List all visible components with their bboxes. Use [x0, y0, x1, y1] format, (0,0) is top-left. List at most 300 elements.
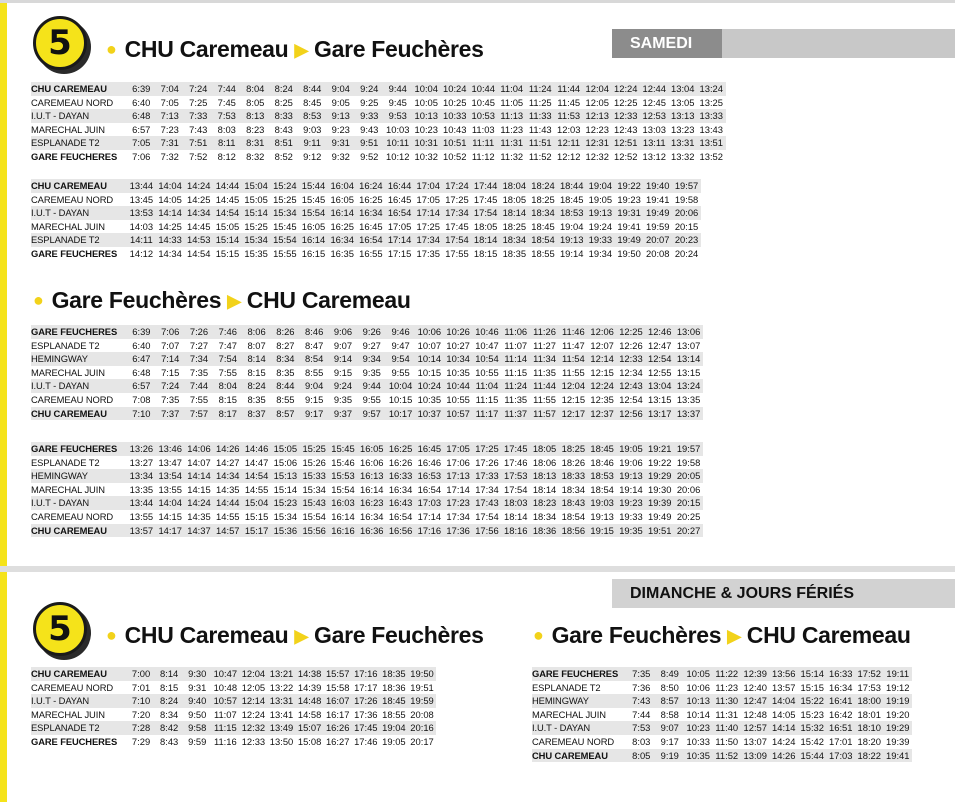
- departure-time: 12:35: [590, 393, 614, 405]
- departure-time: 18:35: [380, 667, 408, 681]
- departure-time: 9:25: [360, 96, 379, 108]
- departure-time: 9:17: [300, 407, 329, 421]
- departure-time: 11:15: [211, 721, 239, 735]
- departure-time: 12:33: [617, 352, 646, 366]
- departure-time: 19:58: [676, 456, 701, 468]
- departure-time: 10:44: [444, 379, 473, 393]
- departure-time: 17:05: [444, 442, 473, 456]
- departure-time: 9:45: [388, 96, 407, 108]
- departure-time: 13:44: [127, 496, 156, 510]
- station-name: CAREMEAU NORD: [31, 193, 114, 205]
- departure-time: 11:34: [530, 352, 559, 366]
- departure-time: 8:07: [247, 339, 266, 351]
- departure-time: 11:51: [526, 136, 555, 150]
- departure-time: 19:20: [886, 708, 910, 720]
- table-row: [31, 721, 436, 735]
- departure-time: 8:11: [213, 136, 242, 150]
- departure-time: 8:34: [271, 352, 300, 366]
- departure-time: 14:45: [215, 193, 240, 205]
- timetable-sat-out-2: [31, 179, 701, 261]
- departure-time: 19:39: [886, 735, 910, 747]
- departure-time: 9:24: [355, 82, 384, 96]
- departure-time: 7:07: [161, 339, 180, 351]
- departure-time: 12:37: [588, 407, 617, 421]
- departure-time: 12:04: [239, 667, 267, 681]
- station-name: ESPLANADE T2: [532, 681, 601, 693]
- departure-time: 13:27: [129, 456, 154, 468]
- departure-time: 17:44: [471, 179, 500, 193]
- station-name: CHU CAREMEAU: [31, 82, 127, 96]
- departure-time: 6:57: [132, 123, 151, 135]
- departure-time: 14:25: [158, 220, 182, 232]
- departure-time: 15:25: [300, 442, 329, 456]
- departure-time: 7:35: [189, 366, 209, 378]
- table-row: [31, 483, 703, 497]
- departure-time: 8:25: [274, 96, 293, 108]
- departure-time: 6:57: [127, 379, 156, 393]
- station-name: HEMINGWAY: [31, 352, 127, 366]
- departure-time: 13:25: [699, 96, 723, 108]
- departure-time: 15:45: [273, 220, 297, 232]
- departure-time: 6:48: [127, 109, 156, 123]
- departure-time: 15:34: [302, 483, 326, 495]
- departure-time: 12:05: [241, 681, 266, 693]
- departure-time: 13:04: [645, 379, 674, 393]
- departure-time: 11:52: [528, 150, 552, 162]
- departure-time: 17:46: [354, 735, 378, 747]
- departure-time: 19:51: [410, 681, 434, 693]
- departure-time: 7:08: [132, 393, 151, 405]
- departure-time: 18:45: [380, 694, 408, 708]
- departure-time: 14:44: [213, 179, 242, 193]
- route-title-outbound: [106, 36, 484, 63]
- departure-time: 11:46: [559, 325, 588, 339]
- departure-time: 9:35: [333, 393, 353, 405]
- departure-time: 19:49: [643, 206, 672, 220]
- departure-time: 16:15: [301, 247, 326, 259]
- departure-time: 8:49: [656, 667, 685, 681]
- departure-time: 8:44: [271, 379, 300, 393]
- departure-time: 10:25: [443, 96, 467, 108]
- departure-time: 16:14: [360, 483, 384, 495]
- table-row: [31, 524, 703, 538]
- departure-time: 9:03: [303, 123, 322, 135]
- table-row: [532, 708, 912, 722]
- departure-time: 8:03: [217, 123, 236, 135]
- departure-time: 12:53: [640, 109, 669, 123]
- departure-time: 12:55: [648, 366, 672, 378]
- line-5-badge-sunday: [33, 602, 87, 656]
- departure-time: 19:05: [588, 193, 613, 205]
- departure-time: 18:06: [532, 456, 557, 468]
- table-row: [31, 379, 703, 393]
- table-row: [31, 82, 726, 96]
- departure-time: 11:45: [557, 96, 581, 108]
- departure-time: 17:54: [475, 510, 499, 522]
- departure-time: 8:52: [274, 150, 293, 162]
- departure-time: 7:29: [131, 735, 151, 747]
- timetable: [31, 325, 703, 420]
- departure-time: 19:19: [884, 694, 913, 708]
- departure-time: 11:24: [526, 82, 555, 96]
- departure-time: 14:34: [158, 247, 182, 259]
- departure-time: 18:00: [855, 694, 884, 708]
- departure-time: 19:59: [408, 694, 436, 708]
- departure-time: 9:58: [183, 721, 211, 735]
- departure-time: 10:47: [211, 667, 239, 681]
- departure-time: 19:29: [645, 469, 674, 483]
- departure-time: 11:35: [533, 366, 556, 378]
- departure-time: 16:56: [386, 524, 415, 538]
- departure-time: 9:52: [360, 150, 379, 162]
- departure-time: 19:41: [884, 749, 913, 763]
- departure-time: 16:26: [324, 721, 352, 735]
- departure-time: 15:34: [270, 206, 299, 220]
- bullet-icon: ●: [33, 290, 44, 310]
- departure-time: 19:13: [617, 469, 646, 483]
- departure-time: 7:04: [156, 82, 185, 96]
- departure-time: 13:07: [743, 735, 767, 747]
- departure-time: 11:14: [501, 352, 530, 366]
- departure-time: 15:14: [213, 233, 242, 247]
- station-name: CAREMEAU NORD: [31, 510, 114, 522]
- departure-time: 12:51: [612, 136, 641, 150]
- departure-time: 19:29: [884, 721, 913, 735]
- departure-time: 11:24: [501, 379, 530, 393]
- station-name: CAREMEAU NORD: [31, 96, 114, 108]
- departure-time: 13:56: [770, 667, 799, 681]
- departure-time: 10:44: [469, 82, 498, 96]
- station-name: ESPLANADE T2: [31, 721, 127, 735]
- station-name: CAREMEAU NORD: [31, 393, 114, 405]
- station-name: I.U.T - DAYAN: [532, 721, 627, 735]
- departure-time: 7:44: [213, 82, 242, 96]
- timetable: [31, 667, 436, 749]
- departure-time: 7:44: [185, 379, 214, 393]
- departure-time: 9:13: [327, 109, 356, 123]
- departure-time: 7:24: [156, 379, 185, 393]
- departure-time: 15:13: [271, 469, 300, 483]
- departure-time: 17:14: [414, 206, 443, 220]
- station-name: CHU CAREMEAU: [532, 749, 627, 763]
- departure-time: 16:25: [330, 220, 354, 232]
- departure-time: 7:52: [189, 150, 208, 162]
- departure-time: 10:48: [213, 681, 238, 693]
- departure-time: 15:32: [798, 721, 827, 735]
- departure-time: 17:03: [827, 749, 856, 763]
- departure-time: 10:37: [415, 407, 444, 421]
- departure-time: 8:04: [213, 379, 242, 393]
- departure-time: 8:15: [160, 681, 179, 693]
- table-row: [31, 496, 703, 510]
- departure-time: 13:45: [129, 193, 154, 205]
- departure-time: 15:45: [329, 442, 358, 456]
- departure-time: 19:22: [615, 179, 644, 193]
- departure-time: 8:24: [242, 379, 271, 393]
- departure-time: 16:46: [417, 456, 442, 468]
- departure-time: 9:59: [188, 735, 207, 747]
- departure-time: 13:55: [158, 483, 182, 495]
- departure-time: 12:17: [559, 407, 588, 421]
- departure-time: 10:17: [386, 407, 415, 421]
- departure-time: 7:35: [627, 667, 656, 681]
- departure-time: 19:49: [648, 510, 672, 522]
- departure-time: 8:43: [274, 123, 293, 135]
- departure-time: 9:51: [355, 136, 384, 150]
- departure-time: 18:10: [855, 721, 884, 735]
- departure-time: 15:22: [798, 694, 827, 708]
- departure-time: 10:43: [443, 123, 467, 135]
- departure-time: 7:01: [131, 681, 151, 693]
- departure-time: 17:26: [475, 456, 499, 468]
- departure-time: 17:43: [473, 496, 502, 510]
- departure-time: 12:45: [642, 96, 666, 108]
- departure-time: 11:07: [504, 339, 528, 351]
- departure-time: 17:55: [445, 247, 469, 259]
- departure-time: 12:07: [590, 339, 614, 351]
- departure-time: 8:15: [218, 393, 237, 405]
- departure-time: 16:42: [829, 708, 853, 720]
- departure-time: 12:12: [557, 150, 581, 162]
- departure-time: 19:41: [646, 193, 670, 205]
- departure-time: 14:54: [213, 206, 242, 220]
- table-row: [31, 442, 703, 456]
- departure-time: 7:46: [213, 325, 242, 339]
- departure-time: 11:13: [498, 109, 527, 123]
- departure-time: 10:11: [384, 136, 413, 150]
- departure-time: 15:35: [244, 247, 268, 259]
- departure-time: 9:57: [357, 407, 386, 421]
- departure-time: 19:51: [645, 524, 674, 538]
- departure-time: 7:35: [161, 393, 180, 405]
- departure-time: 15:58: [325, 681, 350, 693]
- departure-time: 8:14: [242, 352, 271, 366]
- departure-time: 10:13: [412, 109, 441, 123]
- departure-time: 12:57: [741, 721, 770, 735]
- departure-time: 13:26: [127, 442, 156, 456]
- departure-time: 9:15: [333, 366, 353, 378]
- departure-time: 13:52: [699, 150, 723, 162]
- departure-time: 14:15: [158, 510, 182, 522]
- departure-time: 13:05: [671, 96, 695, 108]
- departure-time: 14:46: [242, 442, 271, 456]
- station-name: GARE FEUCHERES: [31, 325, 127, 339]
- departure-time: 6:40: [132, 96, 151, 108]
- station-name: I.U.T - DAYAN: [31, 109, 127, 123]
- departure-time: 14:24: [772, 735, 796, 747]
- departure-time: 15:17: [242, 524, 271, 538]
- departure-time: 8:17: [213, 407, 242, 421]
- departure-time: 20:15: [674, 220, 699, 232]
- departure-time: 7:43: [627, 694, 656, 708]
- departure-time: 19:50: [408, 667, 436, 681]
- departure-time: 12:24: [612, 82, 641, 96]
- departure-time: 9:43: [360, 123, 379, 135]
- departure-time: 11:15: [504, 366, 528, 378]
- table-row: [31, 179, 701, 193]
- departure-time: 20:27: [674, 524, 703, 538]
- table-row: [31, 150, 726, 164]
- departure-time: 11:55: [533, 393, 556, 405]
- table-row: [31, 510, 703, 524]
- station-name: I.U.T - DAYAN: [31, 694, 127, 708]
- departure-time: 14:33: [156, 233, 185, 247]
- departure-time: 7:28: [127, 721, 155, 735]
- departure-time: 8:05: [627, 749, 656, 763]
- departure-time: 9:44: [357, 379, 386, 393]
- departure-time: 10:12: [386, 150, 410, 162]
- departure-time: 14:03: [129, 220, 154, 232]
- departure-time: 18:43: [559, 496, 588, 510]
- departure-time: 7:55: [189, 393, 209, 405]
- departure-time: 7:55: [218, 366, 237, 378]
- departure-time: 17:15: [387, 247, 412, 259]
- departure-time: 7:10: [127, 694, 155, 708]
- timetable: [532, 667, 912, 762]
- departure-time: 10:05: [414, 96, 438, 108]
- departure-time: 12:04: [559, 379, 588, 393]
- departure-time: 10:53: [469, 109, 498, 123]
- departure-time: 15:15: [244, 510, 269, 522]
- table-row: [532, 694, 912, 708]
- departure-time: 17:16: [352, 667, 380, 681]
- route-to: Gare Feuchères: [313, 36, 484, 62]
- departure-time: 14:37: [185, 524, 214, 538]
- departure-time: 15:04: [242, 179, 271, 193]
- departure-time: 7:37: [156, 407, 185, 421]
- departure-time: 16:26: [388, 456, 413, 468]
- departure-time: 6:40: [132, 339, 151, 351]
- departure-time: 16:33: [386, 469, 415, 483]
- departure-time: 11:50: [715, 735, 739, 747]
- departure-time: 12:26: [619, 339, 643, 351]
- table-row: [31, 206, 701, 220]
- departure-time: 9:04: [300, 379, 329, 393]
- departure-time: 11:32: [500, 150, 524, 162]
- departure-time: 20:08: [646, 247, 670, 259]
- departure-time: 8:54: [300, 352, 329, 366]
- departure-time: 18:34: [529, 206, 558, 220]
- departure-time: 13:41: [269, 708, 294, 720]
- departure-time: 13:31: [267, 694, 295, 708]
- departure-time: 15:07: [296, 721, 324, 735]
- departure-time: 9:54: [386, 352, 415, 366]
- departure-time: 16:45: [359, 220, 383, 232]
- departure-time: 14:05: [158, 193, 182, 205]
- departure-time: 15:23: [800, 708, 824, 720]
- departure-time: 10:27: [446, 339, 470, 351]
- departure-time: 7:05: [160, 96, 179, 108]
- departure-time: 14:26: [213, 442, 242, 456]
- departure-time: 12:54: [645, 352, 674, 366]
- station-name: CHU CAREMEAU: [31, 407, 127, 421]
- table-row: [31, 708, 436, 722]
- departure-time: 7:34: [185, 352, 214, 366]
- departure-time: 13:47: [158, 456, 182, 468]
- departure-time: 18:20: [857, 735, 881, 747]
- departure-time: 10:26: [444, 325, 473, 339]
- table-row: [31, 393, 703, 407]
- departure-time: 12:43: [614, 123, 638, 135]
- table-row: [31, 681, 436, 695]
- departure-time: 8:46: [300, 325, 329, 339]
- station-name: CAREMEAU NORD: [532, 735, 615, 747]
- departure-time: 16:05: [330, 193, 354, 205]
- departure-time: 17:01: [829, 735, 853, 747]
- departure-time: 13:32: [671, 150, 695, 162]
- departure-time: 18:34: [561, 483, 586, 495]
- departure-time: 13:50: [269, 735, 294, 747]
- departure-time: 14:06: [185, 442, 214, 456]
- station-name: GARE FEUCHERES: [532, 667, 627, 681]
- departure-time: 19:04: [559, 220, 584, 232]
- departure-time: 17:45: [473, 193, 498, 205]
- departure-time: 7:20: [131, 708, 151, 720]
- departure-time: 12:52: [614, 150, 638, 162]
- departure-time: 11:37: [501, 407, 530, 421]
- departure-time: 8:15: [247, 366, 266, 378]
- departure-time: 18:55: [531, 247, 555, 259]
- departure-time: 15:06: [273, 456, 298, 468]
- arrow-right-icon: ▶: [227, 291, 241, 311]
- departure-time: 9:35: [362, 366, 381, 378]
- departure-time: 12:32: [585, 150, 609, 162]
- departure-time: 19:40: [643, 179, 672, 193]
- departure-time: 17:34: [414, 233, 443, 247]
- departure-time: 12:48: [743, 708, 767, 720]
- departure-time: 18:25: [502, 220, 527, 232]
- departure-time: 18:44: [557, 179, 586, 193]
- departure-time: 7:53: [213, 109, 242, 123]
- departure-time: 8:27: [276, 339, 295, 351]
- station-name: ESPLANADE T2: [31, 456, 100, 468]
- departure-time: 11:35: [504, 393, 528, 405]
- departure-time: 17:16: [415, 524, 444, 538]
- departure-time: 11:55: [561, 366, 585, 378]
- departure-time: 7:47: [218, 339, 237, 351]
- departure-time: 15:05: [244, 193, 268, 205]
- departure-time: 8:06: [242, 325, 271, 339]
- departure-time: 18:14: [504, 510, 528, 522]
- departure-time: 11:44: [530, 379, 559, 393]
- timetable-sat-out-1: [31, 82, 726, 164]
- departure-time: 14:39: [297, 681, 322, 693]
- departure-time: 17:54: [471, 206, 500, 220]
- departure-time: 18:25: [531, 193, 555, 205]
- departure-time: 15:45: [301, 193, 326, 205]
- departure-time: 16:34: [360, 510, 384, 522]
- departure-time: 11:05: [500, 96, 524, 108]
- table-row: [31, 456, 703, 470]
- departure-time: 18:13: [530, 469, 559, 483]
- departure-time: 14:55: [244, 483, 269, 495]
- departure-time: 9:30: [183, 667, 211, 681]
- departure-time: 18:04: [500, 179, 529, 193]
- departure-time: 8:53: [298, 109, 327, 123]
- table-row: [31, 352, 703, 366]
- departure-time: 16:25: [359, 193, 383, 205]
- departure-time: 18:15: [473, 247, 498, 259]
- departure-time: 14:34: [184, 206, 213, 220]
- departure-time: 14:53: [184, 233, 213, 247]
- departure-time: 12:31: [583, 136, 612, 150]
- departure-time: 12:15: [561, 393, 586, 405]
- station-name: HEMINGWAY: [31, 469, 127, 483]
- departure-time: 16:51: [827, 721, 856, 735]
- departure-time: 17:05: [416, 193, 440, 205]
- departure-time: 7:44: [632, 708, 651, 720]
- departure-time: 13:23: [671, 123, 695, 135]
